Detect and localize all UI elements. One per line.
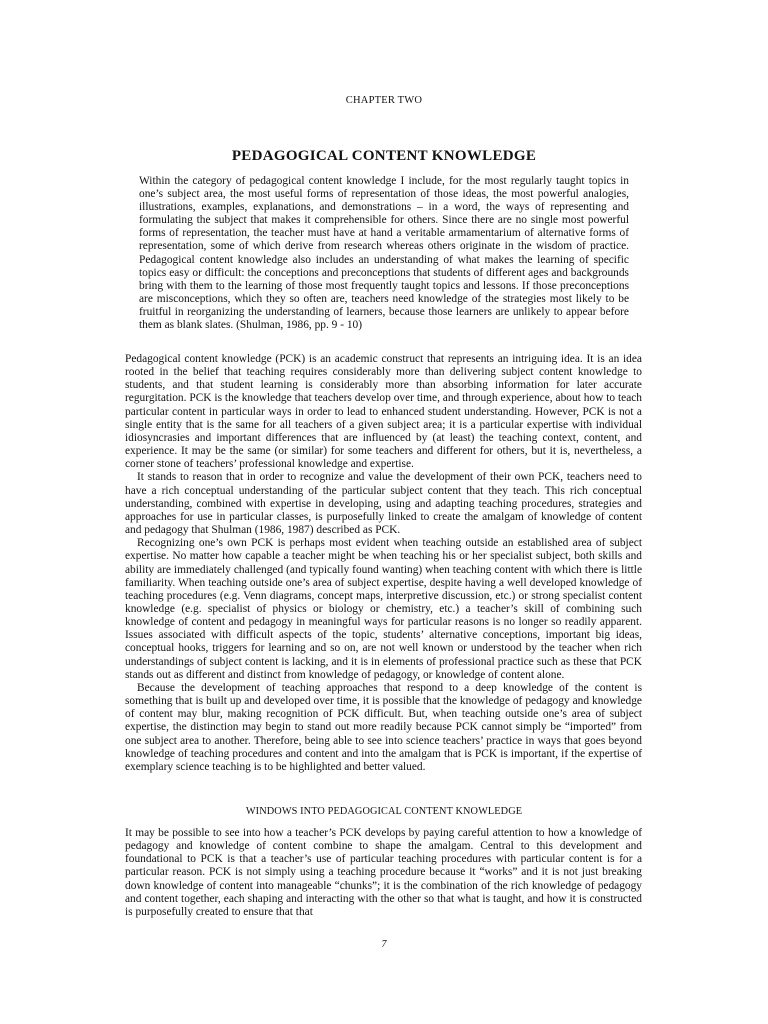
section-heading: WINDOWS INTO PEDAGOGICAL CONTENT KNOWLEDGE xyxy=(245,806,523,817)
paragraph: Pedagogical content knowledge (PCK) is an academic construct that represents an intriguing idea. It is an idea rooted in the belief that teaching requires considerably more than delivering subject content knowledge to students, and that student learning is considerably more than absorbing information for later accurate regurgitation. PCK is the knowledge that teachers develop over time, and through experience, about how to teach particular content in particular ways in order to lead to enhanced student understanding. However, PCK is not a single entity that is the same for all teachers of a given subject area; it is a particular expertise with individual idiosyncrasies and important differences that are influenced by (at least) the teaching context, content, and experience. It may be the same (or similar) for some teachers and different for others, but it is, nevertheless, a corner stone of teachers’ professional knowledge and expertise. xyxy=(125,353,642,471)
paragraph: Because the development of teaching approaches that respond to a deep knowledge of the content is something that is built up and developed over time, it is possible that the knowledge of pedagogy and knowledge of content may blur, making recognition of PCK difficult. But, when teaching outside one’s area of subject expertise, the distinction may begin to stand out more readily because PCK cannot simply be “imported” from one subject area to another. Therefore, being able to see into science teachers’ practice in ways that goes beyond knowledge of teaching procedures and content and into the amalgam that is PCK is important, if the expertise of exemplary science teaching is to be highlighted and better valued. xyxy=(125,681,642,773)
paragraph: It may be possible to see into how a teacher’s PCK develops by paying careful attention to how a knowledge of pedagogy and knowledge of content combine to shape the amalgam. Central to this development and foundational to PCK is that a teacher’s use of particular teaching procedures with particular content is for a particular reason. PCK is not simply using a teaching procedure because it “works” and it is not just breaking down knowledge of content into manageable “chunks”; it is the combination of the rich knowledge of pedagogy and content together, each shaping and interacting with the other so that what is taught, and how it is constructed is purposefully created to ensure that that xyxy=(125,827,642,918)
chapter-label: CHAPTER TWO xyxy=(345,95,423,106)
block-quote: Within the category of pedagogical content knowledge I include, for the most regularly taught topics in one’s subject area, the most useful forms of representation of those ideas, the most powerful analogies, illustrations, examples, explanations, and demonstrations – in a word, the ways of representing and formulating the subject that makes it comprehensible for others. Since there are no single most powerful forms of representation, the teacher must have at hand a veritable armamentarium of alternative forms of representation, some of which derive from research whereas others originate in the wisdom of practice. Pedagogical content knowledge also includes an understanding of what makes the learning of specific topics easy or difficult: the conceptions and preconceptions that students of different ages and backgrounds bring with them to the learning of those most frequently taught topics and lessons. If those preconceptions are misconceptions, which they so often are, teachers need knowledge of the strategies most likely to be fruitful in reorganizing the understanding of learners, because those learners are unlikely to appear before them as blank slates. (Shulman, 1986, pp. 9 - 10) xyxy=(139,175,629,332)
section-body-text xyxy=(125,827,642,919)
body-text xyxy=(125,353,642,774)
paragraph: It stands to reason that in order to recognize and value the development of their own PCK, teachers need to have a rich conceptual understanding of the particular subject content that they teach. This rich conceptual understanding, combined with expertise in developing, using and adapting teaching procedures, strategies and approaches for use in particular classes, is purposefully linked to create the amalgam of knowledge of content and pedagogy that Shulman (1986, 1987) described as PCK. xyxy=(125,471,642,537)
chapter-title: PEDAGOGICAL CONTENT KNOWLEDGE xyxy=(231,148,537,164)
paragraph: Recognizing one’s own PCK is perhaps most evident when teaching outside an established area of subject expertise. No matter how capable a teacher might be when teaching his or her specialist subject, both skills and ability are immediately challenged (and typically found wanting) when teaching content with which there is little familiarity. When teaching outside one’s area of subject expertise, despite having a well developed knowledge of teaching procedures (e.g. Venn diagrams, concept maps, interpretive discussion, etc.) or strong specialist content knowledge (e.g. specialist of physics or biology or chemistry, etc.) a teacher’s skill of combining such knowledge of content and pedagogy in meaningful ways for particular reasons is no longer so readily apparent. Issues associated with difficult aspects of the topic, students’ alternative conceptions, important big ideas, conceptual hooks, triggers for learning and so on, are not well known or understood by the teacher when rich understandings of subject content is lacking, and it is in elements of professional practice such as these that PCK stands out as different and distinct from knowledge of pedagogy, or knowledge of content alone. xyxy=(125,537,642,681)
page-number: 7 xyxy=(381,939,387,950)
